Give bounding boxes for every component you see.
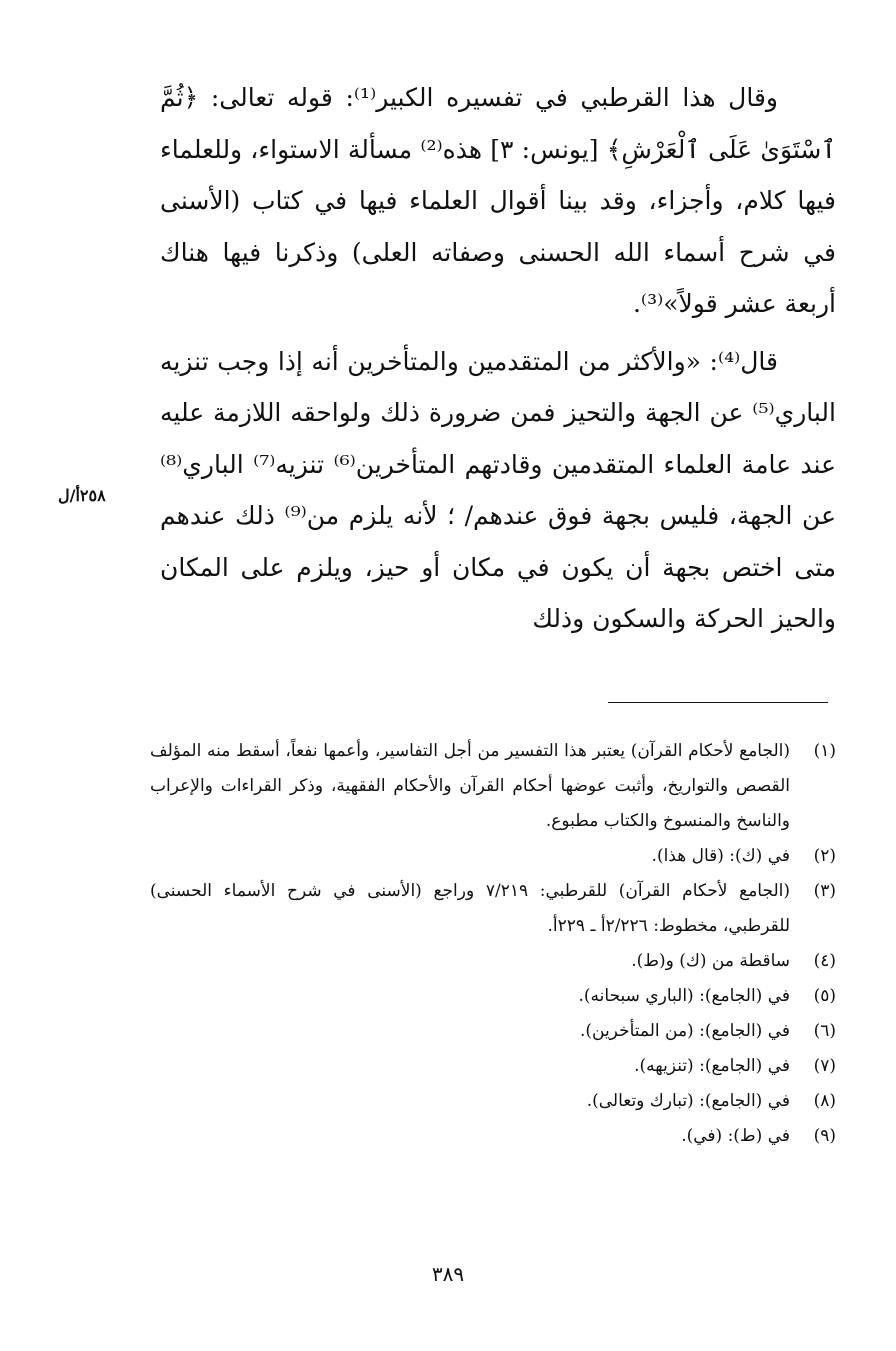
footnote-text: في (الجامع): (تنزيهه). (634, 1056, 790, 1076)
main-text (160, 72, 836, 645)
footnote-number: (١) (813, 741, 836, 761)
manuscript-folio-marker: ٢٥٨أ/ل (58, 486, 106, 505)
footnote (150, 1084, 836, 1119)
paragraph (160, 72, 836, 330)
footnote (150, 839, 836, 874)
footnote-number: (٦) (813, 1021, 836, 1041)
footnote-number: (٩) (813, 1126, 836, 1146)
footnote-number: (٨) (813, 1091, 836, 1111)
footnote (150, 1119, 836, 1154)
footnote-text: (الجامع لأحكام القرآن) للقرطبي: ٧/٢١٩ وراجع (الأسنى في شرح الأسماء الحسنى) للقرطبي، مخطوط: ٢/٢٢٦أ ـ ٢٢٩أ. (150, 881, 790, 936)
footnote-text: (الجامع لأحكام القرآن) يعتبر هذا التفسير من أجل التفاسير، وأعمها نفعاً، أسقط منه المؤلف القصص والتواريخ، وأثبت عوضها أحكام القرآن والأحكام الفقهية، وذكر القراءات والإعراب والناسخ والمنسوخ والكتاب مطبوع. (150, 741, 790, 831)
footnote-text: في (الجامع): (من المتأخرين). (579, 1021, 790, 1041)
footnote-number: (٥) (813, 986, 836, 1006)
footnote-text: في (الجامع): (الباري سبحانه). (578, 986, 790, 1006)
footnote-number: (٣) (813, 881, 836, 901)
footnote-separator (608, 702, 828, 703)
footnote-text: في (ط): (في). (681, 1126, 790, 1146)
footnote (150, 874, 836, 944)
paragraph-text: وقال هذا القرطبي في تفسيره الكبير⁽¹⁾: قوله تعالى: ﴿ثُمَّ ٱسْتَوَىٰ عَلَى ٱلْعَرْشِ﴾ [يونس: ٣] هذه⁽²⁾ مسألة الاستواء، وللعلماء فيها كلام، وأجزاء، وقد بينا أقوال العلماء فيها في كتاب (الأسنى في شرح أسماء الله الحسنى وصفاته العلى) وذكرنا فيها هناك أربعة عشر قولاً»⁽³⁾. (160, 83, 836, 318)
footnote-text: في (ك): (قال هذا). (651, 846, 790, 866)
footnotes (150, 734, 836, 1154)
footnote (150, 944, 836, 979)
paragraph (160, 336, 836, 645)
paragraph-text: قال⁽⁴⁾: «والأكثر من المتقدمين والمتأخرين أنه إذا وجب تنزيه الباري⁽⁵⁾ عن الجهة والتحيز فمن ضرورة ذلك ولواحقه اللازمة عليه عند عامة العلماء المتقدمين وقادتهم المتأخرين⁽⁶⁾ تنزيه⁽⁷⁾ الباري⁽⁸⁾ عن الجهة، فليس بجهة فوق عندهم/ ؛ لأنه يلزم من⁽⁹⁾ ذلك عندهم متى اختص بجهة أن يكون في مكان أو حيز، ويلزم على المكان والحيز الحركة والسكون وذلك (160, 346, 836, 633)
footnote (150, 1014, 836, 1049)
footnote-text: في (الجامع): (تبارك وتعالى). (586, 1091, 790, 1111)
footnote (150, 734, 836, 839)
page-number: ٣٨٩ (431, 1262, 465, 1286)
footnote (150, 1049, 836, 1084)
footnote-number: (٤) (813, 951, 836, 971)
footnote-number: (٧) (813, 1056, 836, 1076)
footnote-text: ساقطة من (ك) و(ط). (631, 951, 790, 971)
footnote (150, 979, 836, 1014)
footnote-number: (٢) (813, 846, 836, 866)
